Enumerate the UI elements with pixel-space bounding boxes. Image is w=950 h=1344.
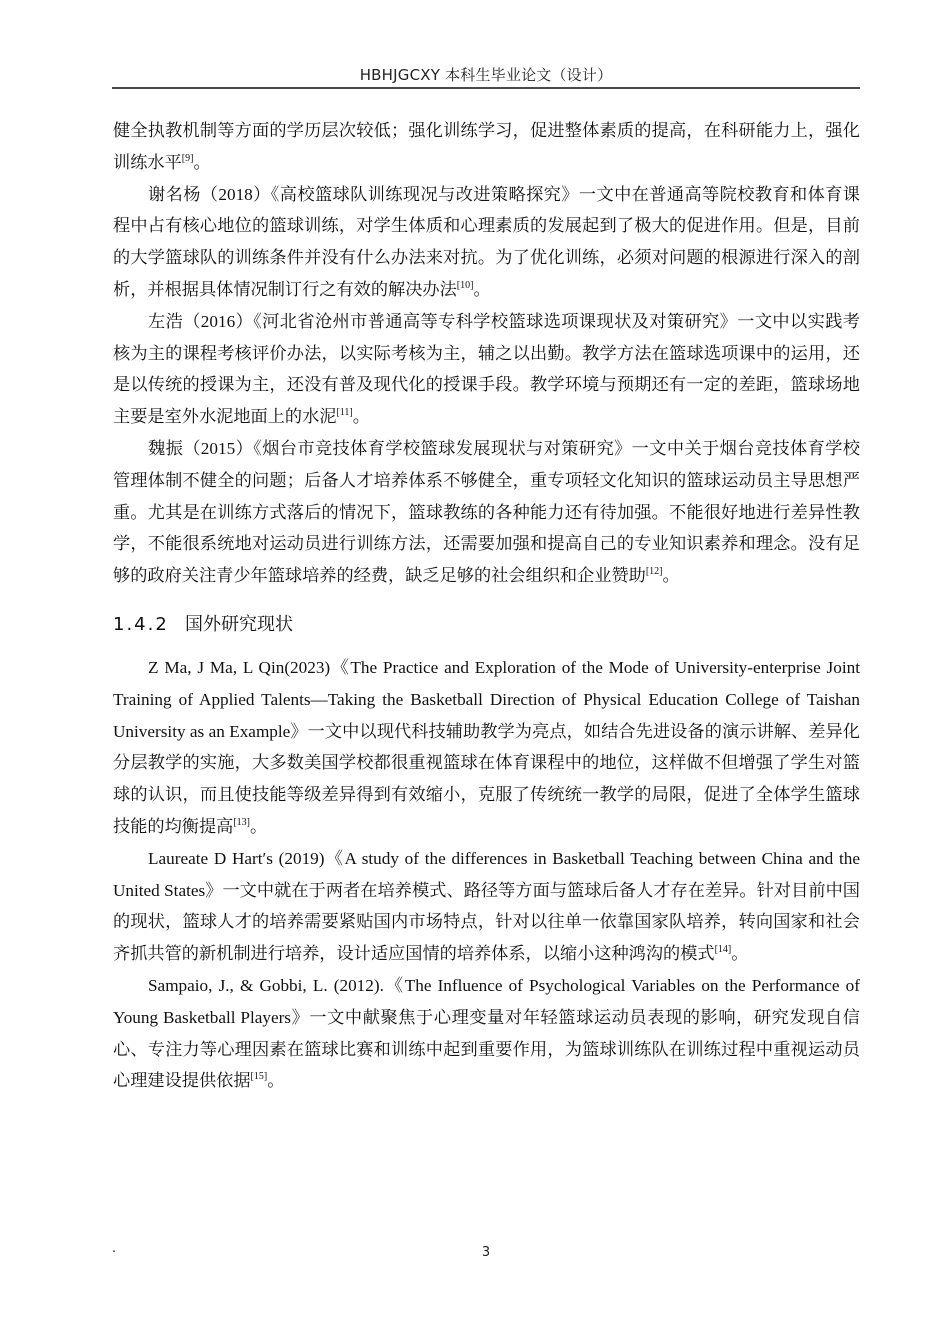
citation-ref: [13] <box>233 816 250 828</box>
paragraph-text: 左浩（2016）《河北省沧州市普通高等专科学校篮球选项课现状及对策研究》一文中以实践考核为主的课程考核评价办法，以实际考核为主，辅之以出勤。教学方法在篮球选项课中的运用，还是以传统的授课为主，还没有普及现代化的授课手段。教学环境与预期还有一定的差距，篮球场地主要是室外水泥地面上的水泥 <box>113 311 860 427</box>
citation-ref: [11] <box>336 407 353 419</box>
paragraph-zuo-hao <box>113 306 860 433</box>
header-rule <box>112 87 860 89</box>
sentence-end: 。 <box>352 407 370 427</box>
sentence-end: 。 <box>250 816 268 836</box>
section-number: 1.4.2 <box>113 613 169 635</box>
citation-ref: [14] <box>714 944 732 956</box>
paragraph-text: Z Ma, J Ma, L Qin(2023)《The Practice and Exploration of the Mode of University-enterprise Joint Training of Applied Talents—Taking the Basketball Direction of Physical Education College of Taishan University as an Example》一文中以现代科技辅助教学为亮点，如结合先进设备的演示讲解、差异化分层教学的实施，大多数美国学校都很重视篮球在体育课程中的地位，这样做不但增强了学生对篮球的认识，而且使技能等级差异得到有效缩小，克服了传统统一教学的局限，促进了全体学生篮球技能的均衡提高 <box>113 657 860 836</box>
paragraph-text: 谢名杨（2018）《高校篮球队训练现况与改进策略探究》一文中在普通高等院校教育和体育课程中占有核心地位的篮球训练，对学生体质和心理素质的发展起到了极大的促进作用。但是，目前的大学篮球队的训练条件并没有什么办法来对抗。为了优化训练，必须对问题的根源进行深入的剖析，并根据具体情况制订行之有效的解决办法 <box>113 184 860 299</box>
paragraph-xie-mingyang <box>113 179 860 306</box>
paragraph-wei-zhen <box>113 433 860 592</box>
sentence-end: 。 <box>267 1071 285 1091</box>
paragraph-continuation <box>113 115 860 179</box>
sentence-end: 。 <box>731 944 749 964</box>
sentence-end: 。 <box>193 152 211 172</box>
paragraph-ma-qin <box>113 652 860 843</box>
footer-marker: · <box>112 1245 117 1260</box>
running-header: HBHJGCXY 本科生毕业论文（设计） <box>359 66 613 84</box>
citation-ref: [9] <box>181 152 194 164</box>
page-footer <box>112 1245 860 1265</box>
sentence-end: 。 <box>662 566 680 586</box>
section-heading <box>113 610 860 640</box>
citation-ref: [12] <box>645 566 663 578</box>
page-number: 3 <box>481 1245 491 1260</box>
paragraph-text: 健全执教机制等方面的学历层次较低；强化训练学习，促进整体素质的提高，在科研能力上，强化训练水平 <box>113 121 860 172</box>
paragraph-text: Sampaio, J., & Gobbi, L. (2012).《The Influence of Psychological Variables on the Performance of Young Basketball Players》一文中献聚焦于心理变量对年轻篮球运动员表现的影响，研究发现自信心、专注力等心理因素在篮球比赛和训练中起到重要作用，为篮球训练队在训练过程中重视运动员心理建设提供依据 <box>113 975 860 1091</box>
paragraph-text: 魏振（2015）《烟台市竞技体育学校篮球发展现状与对策研究》一文中关于烟台竞技体育学校管理体制不健全的问题；后备人才培养体系不够健全，重专项轻文化知识的篮球运动员主导思想严重。尤其是在训练方式落后的情况下，篮球教练的各种能力还有待加强。不能很好地进行差异性教学，不能很系统地对运动员进行训练方法，还需要加强和提高自己的专业知识素养和理念。没有足够的政府关注青少年篮球培养的经费，缺乏足够的社会组织和企业赞助 <box>113 438 860 586</box>
paragraph-hart <box>113 843 860 970</box>
paragraph-sampaio-gobbi <box>113 970 860 1097</box>
page-body <box>113 115 860 1097</box>
section-title: 国外研究现状 <box>185 613 293 635</box>
citation-ref: [10] <box>456 279 474 291</box>
paragraph-text: Laureate D Hart′s (2019)《A study of the differences in Basketball Teaching between China and the United States》一文中就在于两者在培养模式、路径等方面与篮球后备人才存在差异。针对目前中国的现状，篮球人才的培养需要紧贴国内市场特点，针对以往单一依靠国家队培养，转向国家和社会齐抓共管的新机制进行培养，设计适应国情的培养体系，以缩小这种鸿沟的模式 <box>113 848 860 964</box>
citation-ref: [15] <box>250 1071 268 1083</box>
sentence-end: 。 <box>473 279 491 299</box>
